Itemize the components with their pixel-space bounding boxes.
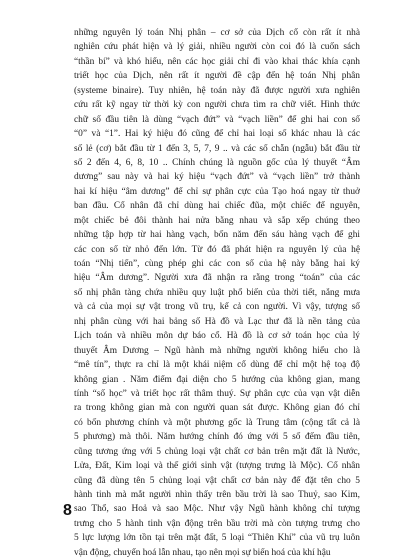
text-line: 5 phương) mà thôi. Năm hướng chính đó ứng với 5 số đếm đầu tiên, — [74, 432, 360, 443]
text-line: Lửa, Đất, Kim loại và thế giới sinh vật (tượng trưng là Mộc). Cổ nhân — [74, 461, 360, 472]
text-line: vận động, chuyển hoá lẫn nhau, tạo nên mọi sự biến hoá của khí hậu — [74, 547, 331, 558]
text-line: những nguyên lý toán Nhị phân – cơ sở của Dịch cổ còn rất ít nhà — [74, 28, 360, 38]
text-line: toán “Nhị tiến”, cùng phép ghi các con số của hệ này bằng hai ký — [74, 259, 360, 269]
text-line: (systeme binaire). Tuy nhiên, hệ toán này đã được người xưa nghiên — [74, 85, 360, 96]
text-line: 5 lực lượng lớn tồn tại trên mặt đất, 5 loại “Thiên Khí” của vũ trụ luôn — [74, 533, 360, 544]
body-text — [74, 26, 360, 560]
text-line: Lịch toán và nhiều môn dự báo cổ. Hà đồ là cơ sở toán học của lý — [74, 331, 360, 342]
text-line: có bốn phương chính và một phương gốc là Trung tâm (cộng tất cả là — [74, 417, 360, 428]
text-line: nghiên cứu phát hiện và lý giải, nhiều người còn coi đó là cuốn sách — [74, 42, 360, 53]
text-line: ra trong không gian mà con người quan sát được. Không gian đó chỉ — [74, 403, 360, 414]
text-line: các con số từ nhỏ đến lớn. Từ đó đã phát hiện ra nguyên lý của hệ — [74, 244, 360, 255]
text-line: dương” sau này và hai ký hiệu “vạch đứt” và “vạch liền” trở thành — [74, 172, 360, 183]
text-line: “thần bí” và khó hiểu, nên các học giải chỉ đi vào khai thác khía cạnh — [74, 56, 360, 67]
text-line: số lẻ (cơ) bắt đầu từ 1 đến 3, 5, 7, 9 .. và các số chẵn (ngẫu) bắt đầu từ — [74, 143, 360, 154]
text-line: những tập hợp từ hai hàng vạch, bốn năm đến sáu hàng vạch để ghi — [74, 230, 360, 241]
text-line: hiệu “Âm dương”. Người xưa đã nhận ra rằng trong “toán” của các — [74, 273, 360, 284]
text-line: “mê tín”, thực ra chỉ là một khái niệm cổ dùng để chỉ một hệ toạ độ — [74, 360, 360, 371]
text-line: sao Thổ, sao Hoả và sao Mộc. Như vậy Ngũ hành không chỉ tượng — [74, 504, 360, 515]
text-line: cũng tương ứng với 5 chủng loại vật chất cơ bản trên mặt đất là Nước, — [74, 446, 360, 457]
text-line: số nhị phân tàng chứa nhiều quy luật phổ biến của thời tiết, nắng mưa — [74, 287, 360, 298]
text-line: cứu rất kỹ ngay từ thời kỳ con người chưa tìm ra chữ viết. Hình thức — [74, 100, 360, 111]
text-line: thuyết Âm Dương – Ngũ hành mà những người không hiểu cho là — [74, 345, 360, 356]
text-line: không gian . Năm điểm đại diện cho 5 hướng của không gian, mang — [74, 374, 360, 385]
text-line: số 2 đến 4, 6, 8, 10 .. Chính chúng là nguồn gốc của lý thuyết “Âm — [74, 157, 360, 168]
text-line: một chiếc bẻ đôi thành hai nửa bằng nhau và sắp xếp chúng theo — [74, 215, 360, 226]
page-number: 8 — [63, 502, 72, 519]
text-line: triết học của Dịch, nên rất ít người đề cập đến hệ toán Nhị phân — [74, 71, 360, 82]
text-line: nhị phân cùng với hai bảng số Hà đồ và Lạc thư đã là nền tảng của — [74, 316, 360, 327]
text-line: “0” và “1”. Hai ký hiệu đó cũng để chỉ hai loại số khác nhau là các — [74, 129, 360, 140]
text-line: trưng cho 5 hành tinh vận động trên bầu trời mà còn tượng trưng cho — [74, 518, 360, 529]
text-line: cũng đã dùng tên 5 chủng loại vật chất cơ bản này để đặt tên cho 5 — [74, 475, 360, 486]
text-line: hai kí hiệu “âm dương” để chỉ sự phân cực của Tạo hoá ngay từ thuở — [74, 186, 360, 197]
text-line: hành tinh mà mắt người nhìn thấy trên bầu trời là sao Thuỷ, sao Kim, — [74, 490, 360, 500]
text-line: và cả của mọi sự vật trong vũ trụ, kể cả con người. Vì vậy, tượng số — [74, 302, 360, 313]
text-line: chữ số đầu tiên là dùng “vạch đứt” và “vạch liền” để ghi hai con số — [74, 114, 360, 125]
text-line: tính “số học” và triết học rất thâm thuý. Sự phân cực của vạn vật diễn — [74, 388, 360, 399]
text-line: ban đầu. Cổ nhân đã chỉ dùng hai chiếc đũa, một chiếc để nguyên, — [74, 201, 360, 212]
